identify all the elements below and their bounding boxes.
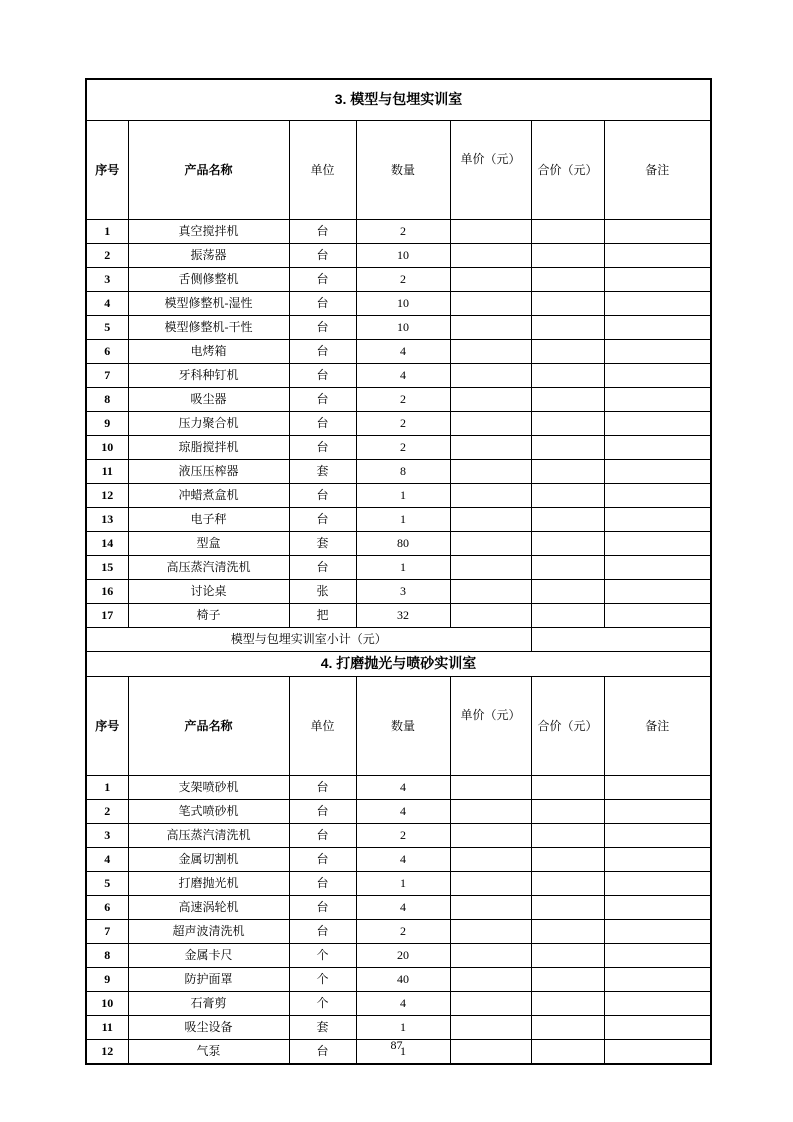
cell-total-price (531, 412, 604, 436)
cell-unit: 套 (289, 532, 356, 556)
column-header-unit_price (450, 121, 531, 220)
cell-remark (604, 484, 711, 508)
cell-unit-price (450, 824, 531, 848)
cell-no: 15 (86, 556, 128, 580)
column-header-qty (356, 677, 450, 776)
cell-no: 12 (86, 484, 128, 508)
cell-product-name: 模型修整机-干性 (128, 316, 289, 340)
cell-remark (604, 848, 711, 872)
table-row (86, 556, 711, 580)
cell-remark (604, 460, 711, 484)
cell-qty: 40 (356, 968, 450, 992)
cell-qty: 4 (356, 896, 450, 920)
cell-total-price (531, 604, 604, 628)
cell-remark (604, 776, 711, 800)
cell-qty: 32 (356, 604, 450, 628)
cell-unit-price (450, 944, 531, 968)
cell-no: 9 (86, 412, 128, 436)
section-title-row (86, 79, 711, 121)
column-header-label: 备注 (645, 718, 670, 733)
table-row (86, 848, 711, 872)
table-row (86, 268, 711, 292)
cell-unit-price (450, 776, 531, 800)
table-row (86, 968, 711, 992)
cell-product-name: 真空搅拌机 (128, 220, 289, 244)
column-header-label: 单位 (310, 162, 335, 177)
cell-unit: 套 (289, 1016, 356, 1040)
cell-unit-price (450, 556, 531, 580)
cell-remark (604, 220, 711, 244)
cell-unit: 台 (289, 776, 356, 800)
cell-product-name: 金属切割机 (128, 848, 289, 872)
cell-qty: 4 (356, 800, 450, 824)
subtotal-row (86, 628, 711, 652)
cell-no: 17 (86, 604, 128, 628)
cell-qty: 10 (356, 316, 450, 340)
column-header-no (86, 677, 128, 776)
cell-unit-price (450, 872, 531, 896)
cell-remark (604, 364, 711, 388)
table-row (86, 824, 711, 848)
cell-qty: 80 (356, 532, 450, 556)
cell-no: 10 (86, 436, 128, 460)
table-row (86, 992, 711, 1016)
cell-unit: 把 (289, 604, 356, 628)
cell-product-name: 支架喷砂机 (128, 776, 289, 800)
cell-qty: 4 (356, 992, 450, 1016)
cell-unit: 台 (289, 412, 356, 436)
cell-total-price (531, 532, 604, 556)
cell-total-price (531, 1016, 604, 1040)
cell-product-name: 牙科种钉机 (128, 364, 289, 388)
cell-unit: 台 (289, 220, 356, 244)
cell-remark (604, 316, 711, 340)
cell-no: 8 (86, 388, 128, 412)
equipment-table-body (86, 79, 711, 1064)
cell-qty: 2 (356, 220, 450, 244)
cell-no: 6 (86, 340, 128, 364)
cell-product-name: 气泵 (128, 1040, 289, 1065)
cell-unit: 台 (289, 484, 356, 508)
section-title-row (86, 652, 711, 677)
cell-unit-price (450, 340, 531, 364)
table-row (86, 872, 711, 896)
column-header-unit_price (450, 677, 531, 776)
cell-unit: 台 (289, 896, 356, 920)
cell-unit-price (450, 800, 531, 824)
cell-remark (604, 244, 711, 268)
cell-qty: 4 (356, 776, 450, 800)
cell-qty: 1 (356, 556, 450, 580)
cell-unit: 台 (289, 388, 356, 412)
cell-remark (604, 580, 711, 604)
column-header-label: 数量 (390, 718, 415, 733)
cell-qty: 4 (356, 364, 450, 388)
cell-unit-price (450, 992, 531, 1016)
section-title: 4. 打磨抛光与喷砂实训室 (86, 652, 711, 677)
table-row (86, 532, 711, 556)
cell-unit: 个 (289, 944, 356, 968)
cell-unit: 套 (289, 460, 356, 484)
cell-unit-price (450, 436, 531, 460)
cell-unit-price (450, 1016, 531, 1040)
cell-no: 5 (86, 872, 128, 896)
cell-qty: 2 (356, 268, 450, 292)
cell-no: 5 (86, 316, 128, 340)
cell-total-price (531, 292, 604, 316)
cell-unit-price (450, 848, 531, 872)
cell-product-name: 振荡器 (128, 244, 289, 268)
cell-qty: 4 (356, 848, 450, 872)
cell-qty: 2 (356, 824, 450, 848)
cell-total-price (531, 460, 604, 484)
cell-qty: 1 (356, 484, 450, 508)
column-header-remark (604, 677, 711, 776)
cell-no: 11 (86, 460, 128, 484)
table-row (86, 340, 711, 364)
cell-unit: 台 (289, 824, 356, 848)
cell-no: 13 (86, 508, 128, 532)
cell-qty: 10 (356, 292, 450, 316)
cell-no: 3 (86, 824, 128, 848)
cell-total-price (531, 968, 604, 992)
cell-total-price (531, 920, 604, 944)
cell-unit: 个 (289, 992, 356, 1016)
cell-qty: 3 (356, 580, 450, 604)
cell-unit-price (450, 968, 531, 992)
column-header-unit (289, 677, 356, 776)
cell-no: 10 (86, 992, 128, 1016)
column-header-total_price (531, 121, 604, 220)
cell-remark (604, 388, 711, 412)
cell-no: 16 (86, 580, 128, 604)
cell-product-name: 模型修整机-湿性 (128, 292, 289, 316)
cell-product-name: 高压蒸汽清洗机 (128, 556, 289, 580)
cell-remark (604, 824, 711, 848)
table-row (86, 484, 711, 508)
table-row (86, 460, 711, 484)
cell-remark (604, 604, 711, 628)
cell-unit-price (450, 460, 531, 484)
cell-total-price (531, 992, 604, 1016)
column-header-label: 序号 (95, 162, 120, 177)
cell-unit-price (450, 920, 531, 944)
column-header-label: 序号 (95, 718, 120, 733)
table-row (86, 364, 711, 388)
cell-qty: 1 (356, 1040, 450, 1065)
cell-unit: 个 (289, 968, 356, 992)
cell-product-name: 防护面罩 (128, 968, 289, 992)
cell-qty: 2 (356, 436, 450, 460)
table-row (86, 292, 711, 316)
cell-unit: 台 (289, 436, 356, 460)
cell-no: 12 (86, 1040, 128, 1065)
table-row (86, 388, 711, 412)
cell-product-name: 打磨抛光机 (128, 872, 289, 896)
cell-no: 7 (86, 920, 128, 944)
cell-total-price (531, 776, 604, 800)
cell-total-price (531, 824, 604, 848)
cell-no: 1 (86, 220, 128, 244)
equipment-table (85, 78, 712, 1065)
cell-total-price (531, 484, 604, 508)
cell-unit: 台 (289, 508, 356, 532)
column-header-row (86, 677, 711, 776)
cell-remark (604, 556, 711, 580)
table-row (86, 920, 711, 944)
column-header-name (128, 677, 289, 776)
cell-remark (604, 292, 711, 316)
subtotal-label: 模型与包埋实训室小计（元） (86, 628, 531, 652)
cell-qty: 4 (356, 340, 450, 364)
cell-unit-price (450, 244, 531, 268)
cell-unit-price (450, 316, 531, 340)
cell-total-price (531, 800, 604, 824)
cell-unit: 台 (289, 848, 356, 872)
cell-qty: 2 (356, 412, 450, 436)
section-title: 3. 模型与包埋实训室 (86, 79, 711, 121)
cell-unit-price (450, 604, 531, 628)
table-row (86, 944, 711, 968)
cell-product-name: 琼脂搅拌机 (128, 436, 289, 460)
table-row (86, 220, 711, 244)
column-header-label: 单价（元） (460, 707, 521, 722)
cell-no: 9 (86, 968, 128, 992)
table-row (86, 1016, 711, 1040)
cell-total-price (531, 848, 604, 872)
cell-no: 3 (86, 268, 128, 292)
cell-unit-price (450, 508, 531, 532)
cell-unit: 台 (289, 292, 356, 316)
cell-remark (604, 340, 711, 364)
cell-unit-price (450, 388, 531, 412)
column-header-label: 产品名称 (184, 162, 233, 177)
column-header-label: 产品名称 (184, 718, 233, 733)
cell-unit-price (450, 484, 531, 508)
table-row (86, 776, 711, 800)
cell-unit-price (450, 364, 531, 388)
cell-unit-price (450, 580, 531, 604)
cell-remark (604, 872, 711, 896)
column-header-label: 合价（元） (537, 718, 598, 733)
cell-unit: 台 (289, 920, 356, 944)
column-header-label: 备注 (645, 162, 670, 177)
cell-unit-price (450, 220, 531, 244)
cell-no: 8 (86, 944, 128, 968)
table-row (86, 508, 711, 532)
page-number: 87 (390, 1038, 403, 1052)
cell-product-name: 型盒 (128, 532, 289, 556)
table-row (86, 580, 711, 604)
table-row (86, 436, 711, 460)
column-header-qty (356, 121, 450, 220)
cell-total-price (531, 896, 604, 920)
cell-no: 1 (86, 776, 128, 800)
table-row (86, 316, 711, 340)
cell-qty: 20 (356, 944, 450, 968)
cell-product-name: 讨论桌 (128, 580, 289, 604)
cell-no: 2 (86, 800, 128, 824)
cell-unit-price (450, 896, 531, 920)
cell-no: 4 (86, 848, 128, 872)
cell-remark (604, 896, 711, 920)
cell-unit-price (450, 268, 531, 292)
cell-remark (604, 920, 711, 944)
column-header-label: 合价（元） (537, 162, 598, 177)
cell-unit: 台 (289, 340, 356, 364)
subtotal-value (531, 628, 711, 652)
cell-product-name: 高压蒸汽清洗机 (128, 824, 289, 848)
table-row (86, 800, 711, 824)
cell-qty: 10 (356, 244, 450, 268)
cell-product-name: 超声波清洗机 (128, 920, 289, 944)
cell-product-name: 电烤箱 (128, 340, 289, 364)
cell-total-price (531, 508, 604, 532)
column-header-name (128, 121, 289, 220)
cell-product-name: 舌侧修整机 (128, 268, 289, 292)
cell-total-price (531, 388, 604, 412)
cell-no: 11 (86, 1016, 128, 1040)
cell-product-name: 电子秤 (128, 508, 289, 532)
cell-product-name: 压力聚合机 (128, 412, 289, 436)
cell-total-price (531, 944, 604, 968)
cell-total-price (531, 268, 604, 292)
column-header-unit (289, 121, 356, 220)
cell-qty: 1 (356, 872, 450, 896)
cell-unit: 台 (289, 800, 356, 824)
cell-no: 4 (86, 292, 128, 316)
table-row (86, 604, 711, 628)
cell-qty: 1 (356, 508, 450, 532)
cell-unit: 台 (289, 872, 356, 896)
cell-unit: 台 (289, 268, 356, 292)
cell-remark (604, 268, 711, 292)
column-header-total_price (531, 677, 604, 776)
cell-remark (604, 800, 711, 824)
cell-qty: 8 (356, 460, 450, 484)
column-header-label: 数量 (390, 162, 415, 177)
cell-total-price (531, 580, 604, 604)
cell-total-price (531, 436, 604, 460)
cell-total-price (531, 220, 604, 244)
table-row (86, 244, 711, 268)
cell-remark (604, 436, 711, 460)
cell-product-name: 冲蜡煮盒机 (128, 484, 289, 508)
cell-total-price (531, 556, 604, 580)
cell-remark (604, 1016, 711, 1040)
cell-product-name: 石膏剪 (128, 992, 289, 1016)
cell-unit: 台 (289, 244, 356, 268)
column-header-no (86, 121, 128, 220)
column-header-label: 单价（元） (460, 151, 521, 166)
cell-total-price (531, 244, 604, 268)
cell-total-price (531, 316, 604, 340)
cell-remark (604, 944, 711, 968)
cell-no: 14 (86, 532, 128, 556)
cell-total-price (531, 872, 604, 896)
cell-total-price (531, 340, 604, 364)
table-row (86, 896, 711, 920)
cell-qty: 2 (356, 920, 450, 944)
cell-no: 2 (86, 244, 128, 268)
cell-qty: 1 (356, 1016, 450, 1040)
cell-product-name: 吸尘器 (128, 388, 289, 412)
column-header-row (86, 121, 711, 220)
cell-no: 6 (86, 896, 128, 920)
cell-qty: 2 (356, 388, 450, 412)
cell-unit: 台 (289, 316, 356, 340)
column-header-label: 单位 (310, 718, 335, 733)
cell-unit-price (450, 412, 531, 436)
cell-remark (604, 992, 711, 1016)
cell-remark (604, 968, 711, 992)
cell-product-name: 吸尘设备 (128, 1016, 289, 1040)
cell-product-name: 高速涡轮机 (128, 896, 289, 920)
cell-product-name: 金属卡尺 (128, 944, 289, 968)
cell-unit: 台 (289, 364, 356, 388)
cell-product-name: 椅子 (128, 604, 289, 628)
cell-product-name: 液压压榨器 (128, 460, 289, 484)
table-row (86, 412, 711, 436)
cell-no: 7 (86, 364, 128, 388)
cell-remark (604, 412, 711, 436)
cell-unit: 台 (289, 1040, 356, 1065)
cell-unit-price (450, 292, 531, 316)
cell-total-price (531, 364, 604, 388)
cell-unit-price (450, 532, 531, 556)
column-header-remark (604, 121, 711, 220)
cell-unit: 台 (289, 556, 356, 580)
cell-product-name: 笔式喷砂机 (128, 800, 289, 824)
cell-remark (604, 532, 711, 556)
cell-unit: 张 (289, 580, 356, 604)
cell-remark (604, 508, 711, 532)
